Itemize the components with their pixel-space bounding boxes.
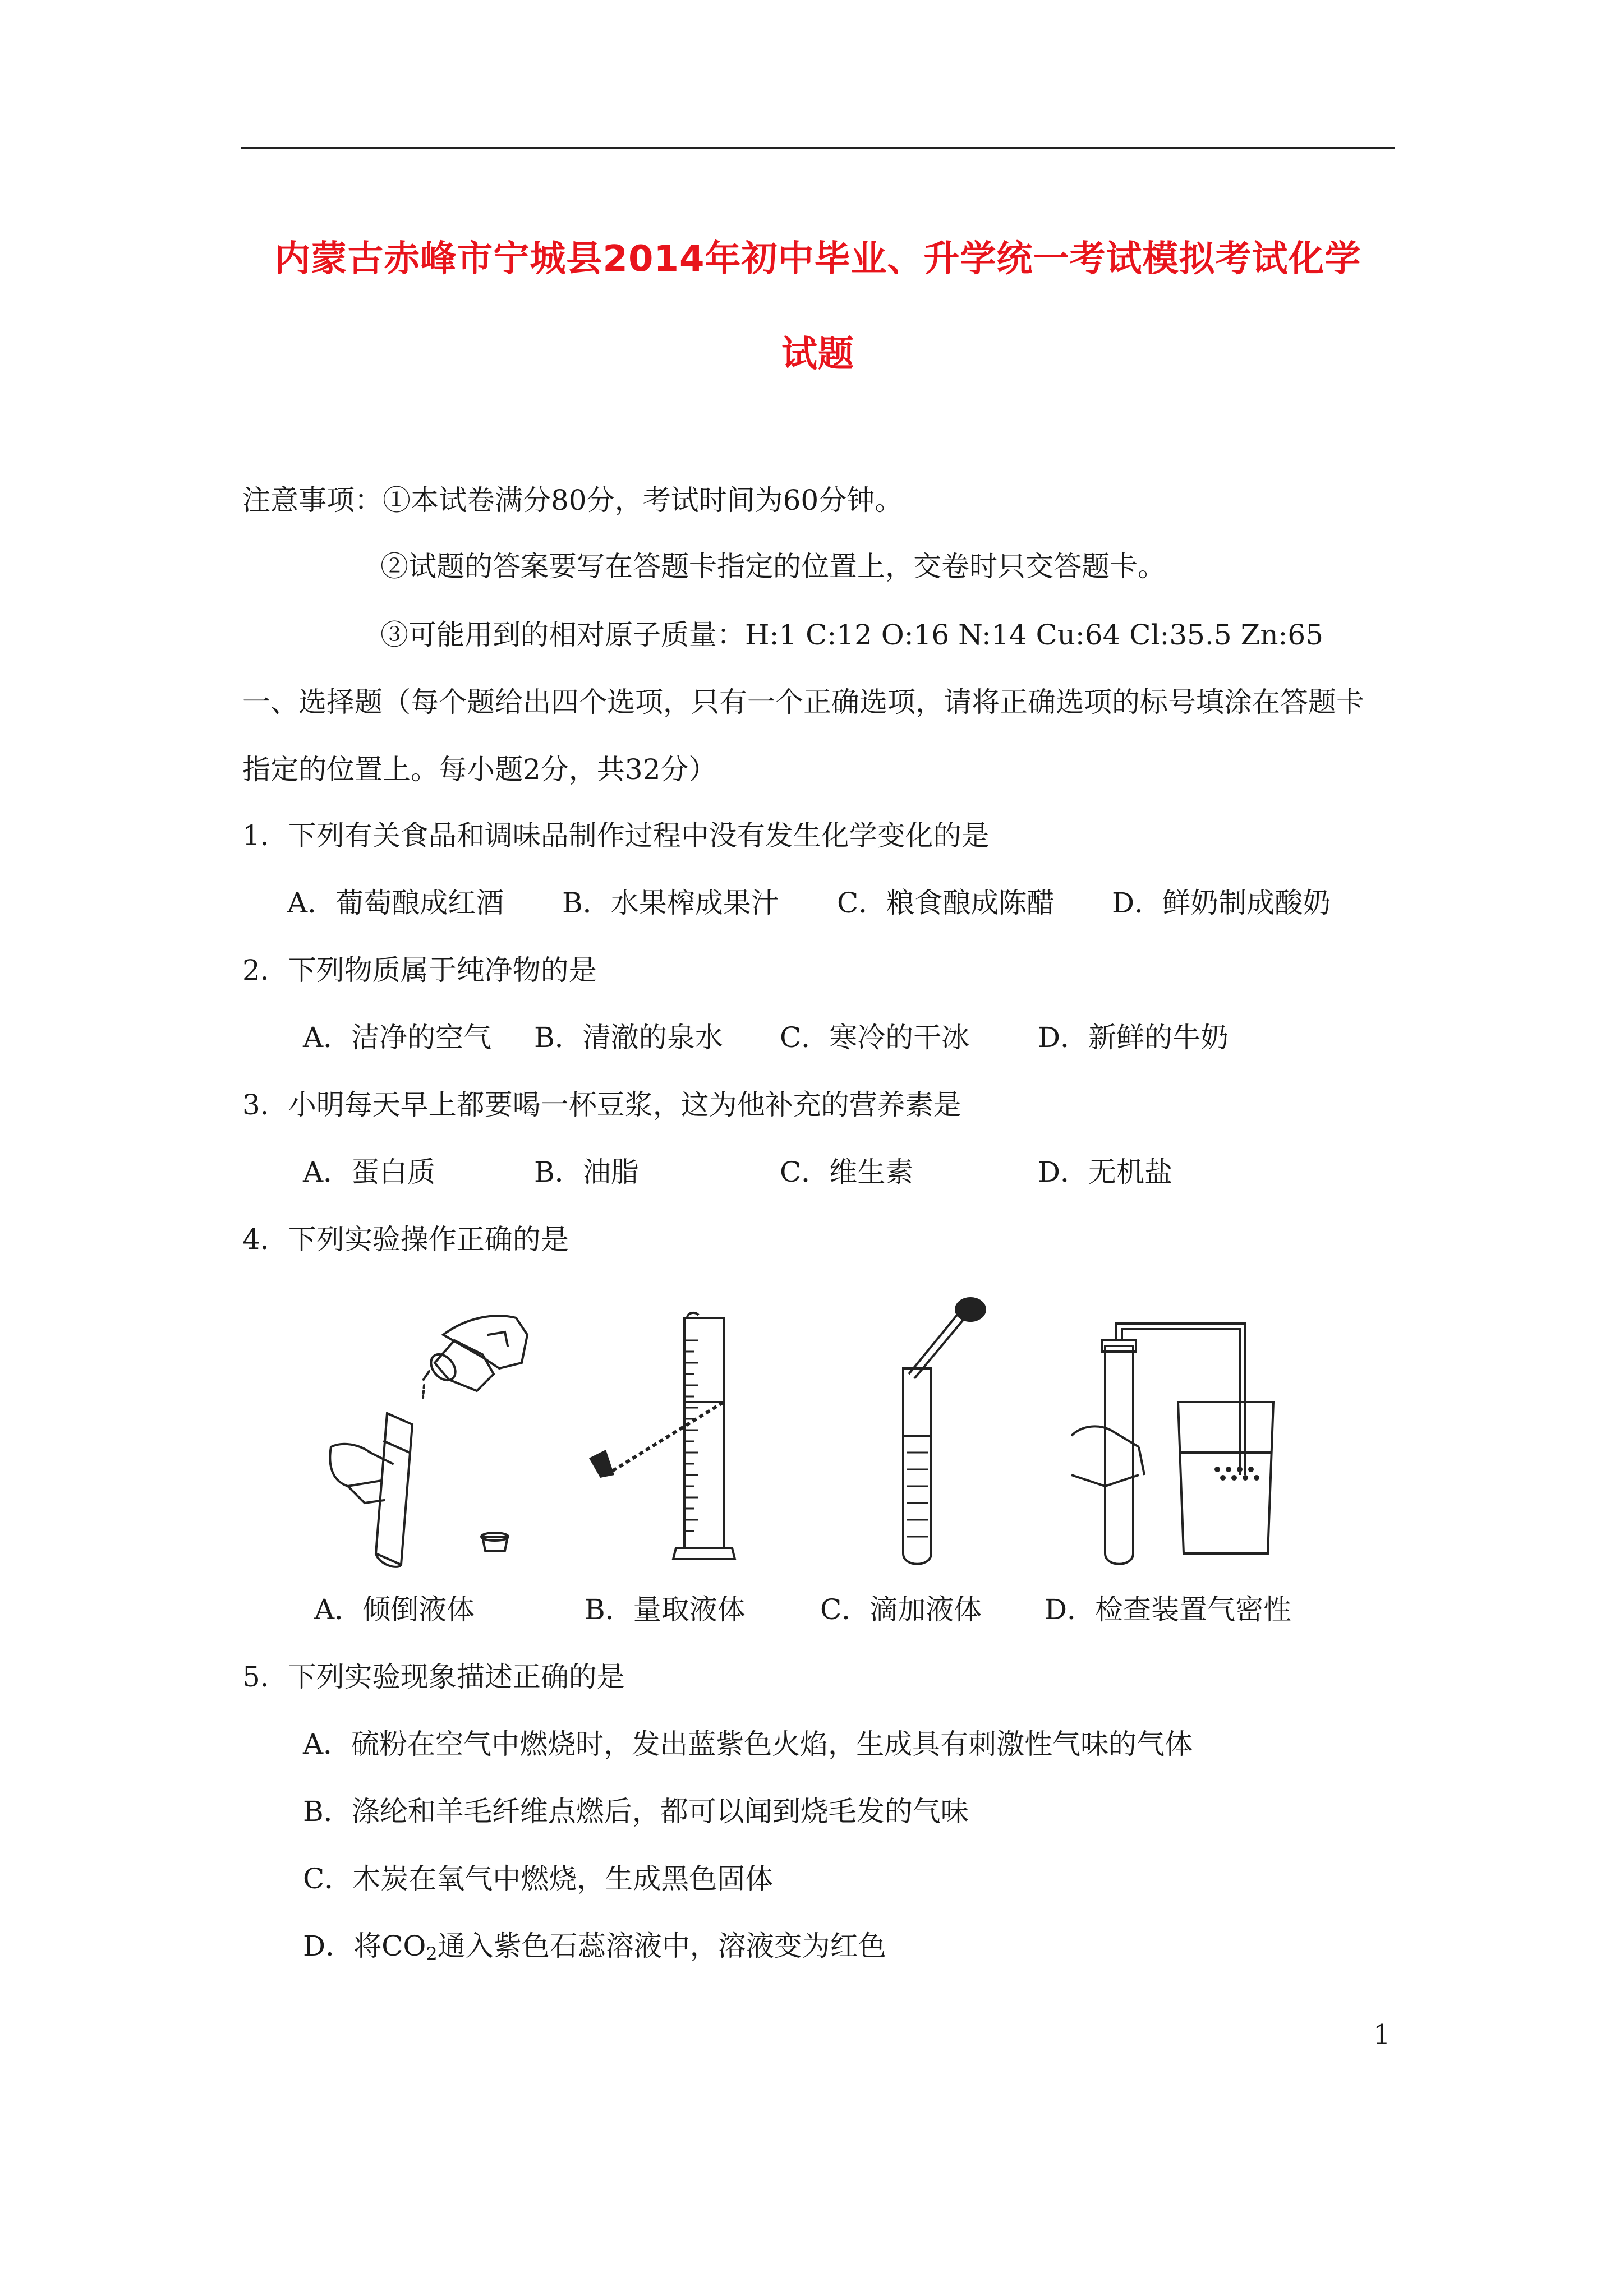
option-a: A．硫粉在空气中燃烧时，发出蓝紫色火焰，生成具有刺激性气味的气体 bbox=[303, 1728, 1193, 1760]
option-d-subscript: 2 bbox=[426, 1943, 438, 1965]
section-heading-line2: 指定的位置上。每小题2分，共32分） bbox=[242, 753, 717, 786]
question-1-options bbox=[0, 886, 1624, 920]
option-a: A．洁净的空气 bbox=[303, 1021, 492, 1054]
option-d: D．检查装置气密性 bbox=[1045, 1593, 1292, 1626]
option-b: B．涤纶和羊毛纤维点燃后，都可以闻到烧毛发的气味 bbox=[303, 1795, 969, 1828]
question-1-stem: 1．下列有关食品和调味品制作过程中没有发生化学变化的是 bbox=[242, 819, 990, 852]
question-4-options bbox=[0, 1593, 1624, 1626]
notice-line-3: ③可能用到的相对原子质量：H:1 C:12 O:16 N:14 Cu:64 Cl:35.5 Zn:65 bbox=[380, 619, 1324, 651]
option-a: A．蛋白质 bbox=[303, 1156, 436, 1188]
option-c: C．粮食酿成陈醋 bbox=[837, 887, 1055, 919]
option-c: C．滴加液体 bbox=[820, 1593, 982, 1626]
option-a: A．倾倒液体 bbox=[314, 1593, 475, 1626]
option-a: A．葡萄酿成红酒 bbox=[287, 887, 504, 919]
page-number: 1 bbox=[1373, 2019, 1391, 2050]
option-b: B．油脂 bbox=[534, 1156, 639, 1188]
option-c: C．寒冷的干冰 bbox=[780, 1021, 970, 1054]
page-title-line1: 内蒙古赤峰市宁城县2014年初中毕业、升学统一考试模拟考试化学 bbox=[274, 238, 1361, 280]
figure-air-tightness-check bbox=[1060, 1307, 1307, 1570]
option-d: D．新鲜的牛奶 bbox=[1038, 1021, 1229, 1054]
option-d-suffix: 通入紫色石蕊溶液中，溶液变为红色 bbox=[437, 1930, 886, 1962]
question-2-options bbox=[0, 1021, 1624, 1054]
question-4-stem: 4．下列实验操作正确的是 bbox=[242, 1223, 569, 1256]
figure-dropping-liquid bbox=[875, 1290, 1004, 1570]
header-rule bbox=[241, 147, 1395, 149]
option-d: D．无机盐 bbox=[1038, 1156, 1173, 1188]
notice-line-2: ②试题的答案要写在答题卡指定的位置上，交卷时只交答题卡。 bbox=[380, 550, 1166, 583]
figure-measuring-cylinder bbox=[583, 1307, 757, 1570]
question-5-stem: 5．下列实验现象描述正确的是 bbox=[242, 1661, 625, 1693]
option-c: C．维生素 bbox=[780, 1156, 914, 1188]
page-title-line2: 试题 bbox=[781, 334, 854, 375]
option-d: D．鲜奶制成酸奶 bbox=[1112, 887, 1331, 919]
cylinder-scale bbox=[686, 1340, 698, 1531]
option-b: B．量取液体 bbox=[585, 1593, 746, 1626]
option-c: C．木炭在氧气中燃烧，生成黑色固体 bbox=[303, 1862, 774, 1895]
figure-pouring-liquid bbox=[314, 1301, 550, 1570]
option-b: B．水果榨成果汁 bbox=[562, 887, 779, 919]
question-3-options bbox=[0, 1155, 1624, 1189]
question-2-stem: 2．下列物质属于纯净物的是 bbox=[242, 954, 597, 986]
question-3-stem: 3．小明每天早上都要喝一杯豆浆，这为他补充的营养素是 bbox=[242, 1089, 961, 1121]
option-d-prefix: D．将CO bbox=[303, 1930, 426, 1962]
option-d bbox=[303, 1929, 886, 1971]
notice-line-1: 注意事项：①本试卷满分80分，考试时间为60分钟。 bbox=[242, 484, 903, 517]
section-heading-line1: 一、选择题（每个题给出四个选项，只有一个正确选项，请将正确选项的标号填涂在答题卡 bbox=[242, 686, 1364, 718]
option-b: B．清澈的泉水 bbox=[534, 1021, 723, 1054]
